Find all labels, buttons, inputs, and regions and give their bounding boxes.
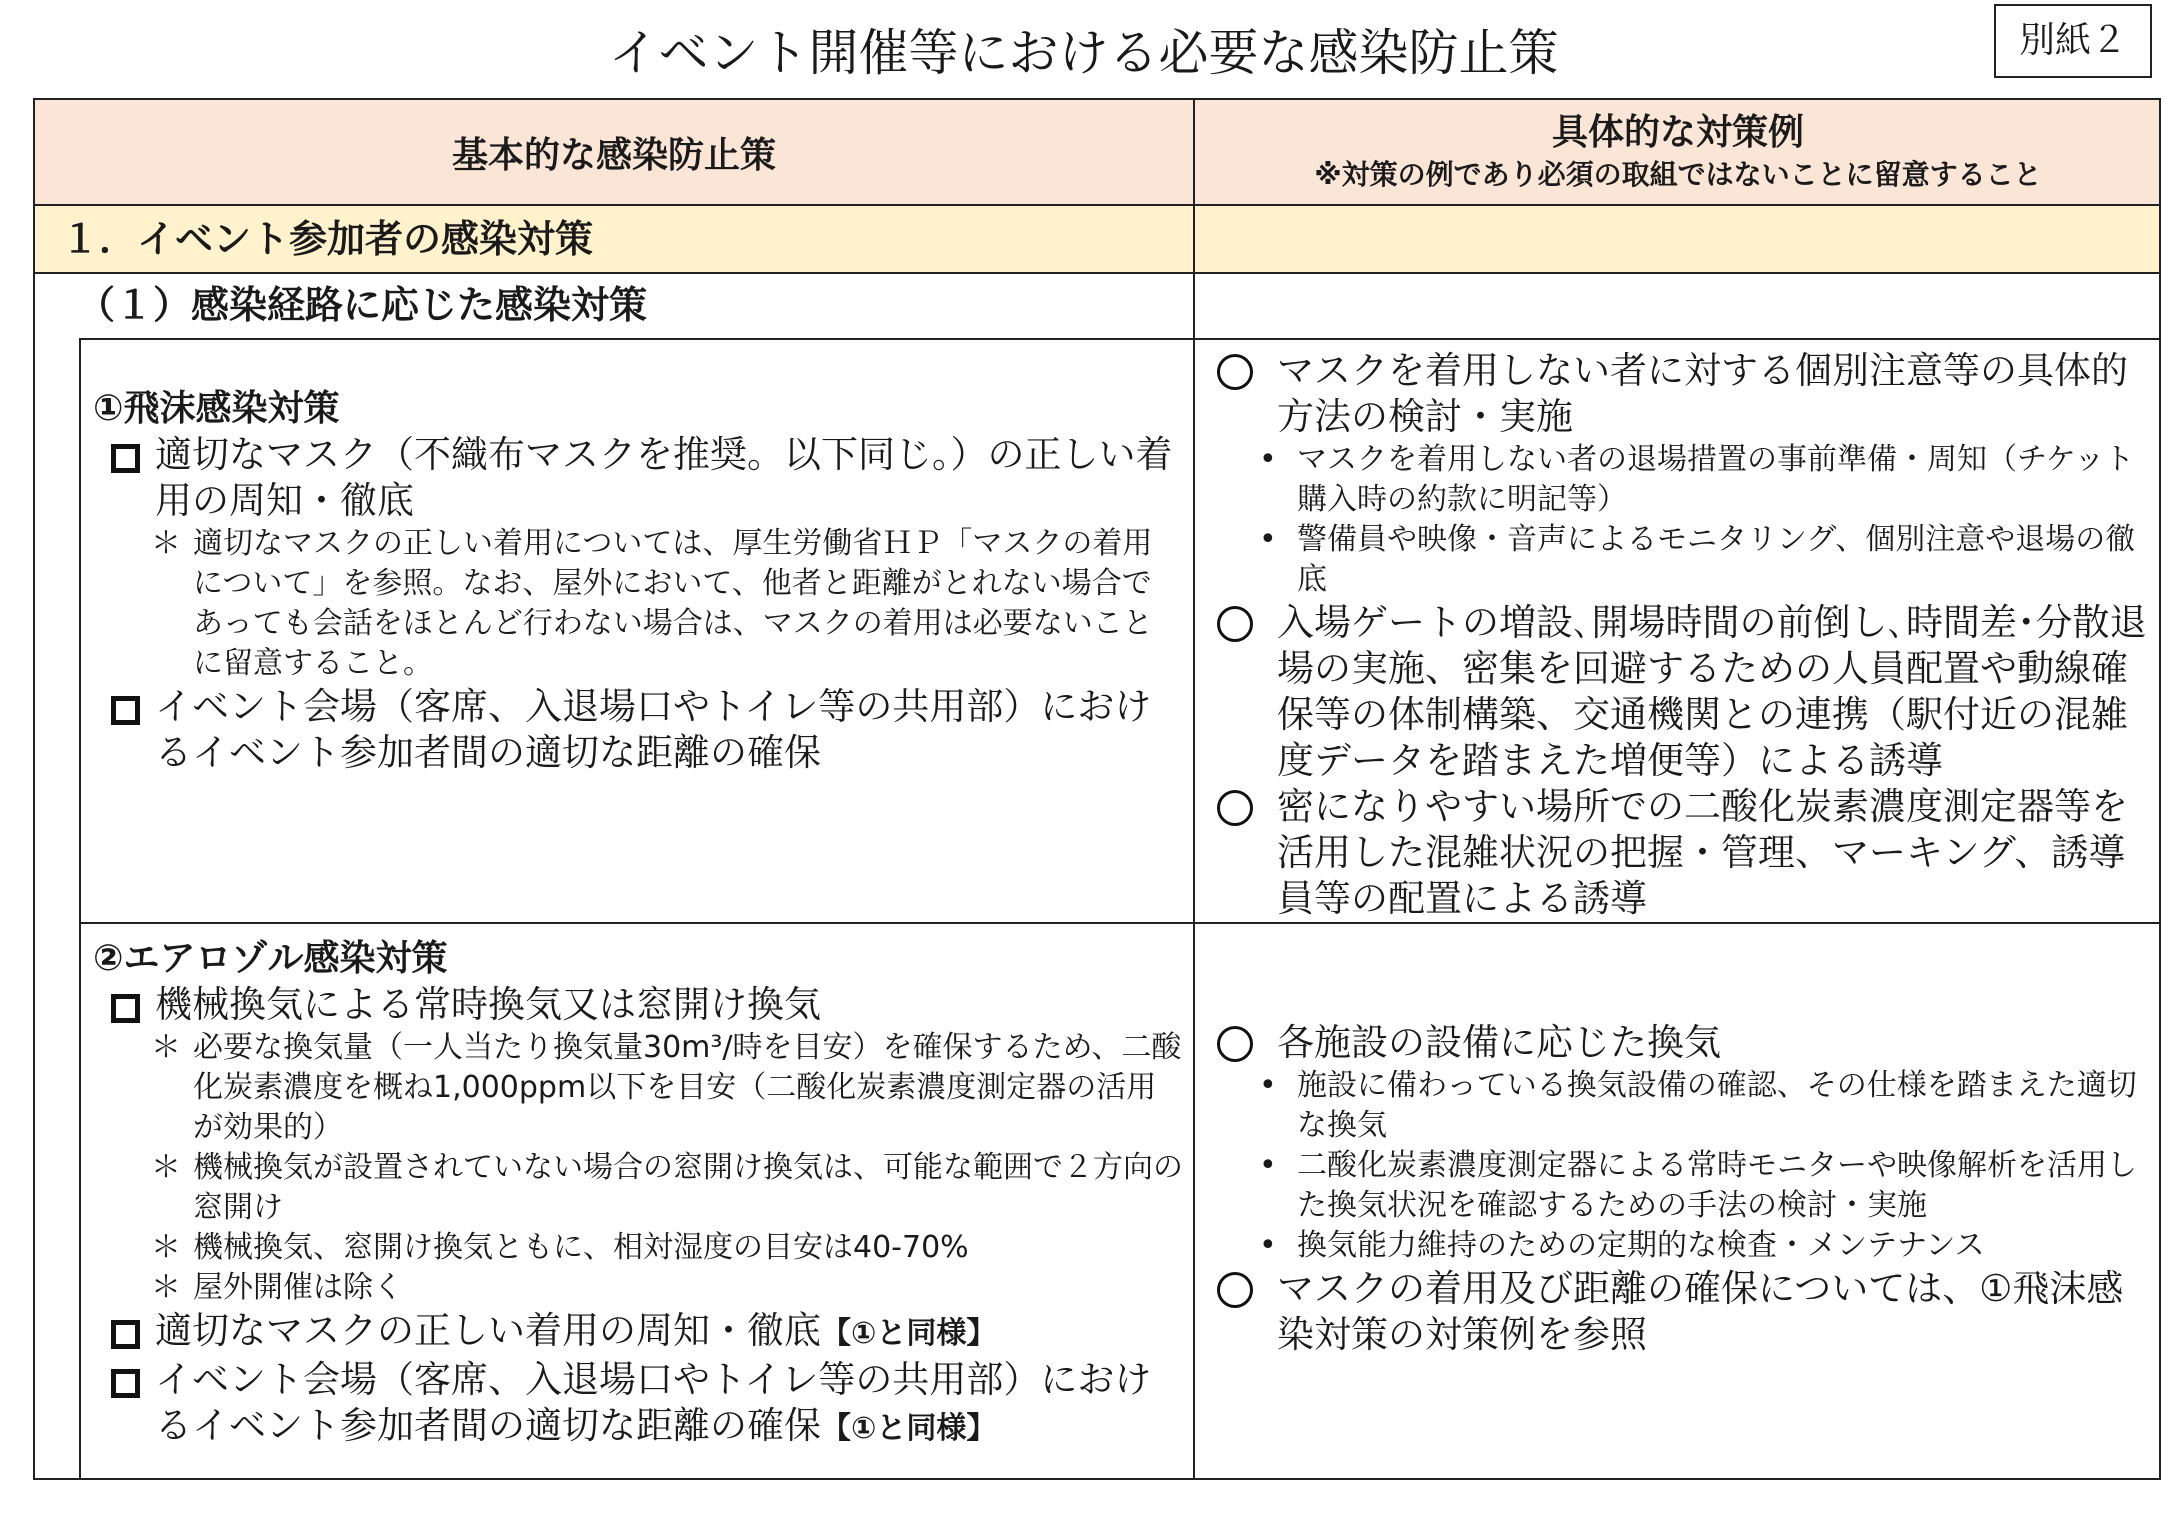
- bullet-icon: •: [1259, 522, 1277, 557]
- measure-text: 適切なマスクの正しい着用の周知・徹底: [155, 1309, 821, 1352]
- measure-text: イベント会場（客席、入退場口やトイレ等の共用部）におけるイベント参加者間の適切な距離の確保: [155, 1358, 1152, 1447]
- example-sub-item: [1197, 1226, 2157, 1266]
- note-text: 機械換気、窓開け換気ともに、相対湿度の目安は40-70%: [193, 1230, 969, 1265]
- example-sub-item: [1197, 1066, 2157, 1146]
- header-basic-measures: 基本的な感染防止策: [451, 134, 776, 176]
- circle-icon: [1217, 1272, 1253, 1308]
- example-sub-text: 警備員や映像・音声によるモニタリング、個別注意や退場の徹底: [1297, 522, 2136, 597]
- example-item: [1197, 1020, 2157, 1066]
- checkbox-square-icon: [111, 1369, 140, 1398]
- same-as-tag: 【①と同様】: [821, 1411, 997, 1446]
- measure-note: [93, 1028, 1183, 1148]
- measure-note: [93, 1148, 1183, 1228]
- asterisk-icon: ＊: [151, 526, 181, 561]
- measure-item: [93, 1357, 1183, 1452]
- checkbox-square-icon: [111, 1320, 140, 1349]
- example-sub-text: 二酸化炭素濃度測定器による常時モニターや映像解析を活用した換気状況を確認するための手法の検討・実施: [1297, 1148, 2137, 1223]
- example-sub-item: [1197, 520, 2157, 600]
- same-as-tag: 【①と同様】: [821, 1316, 997, 1351]
- aerosol-measures-cell: [93, 936, 1183, 1452]
- example-item: [1197, 600, 2157, 784]
- page-title: イベント開催等における必要な感染防止策: [608, 24, 1559, 82]
- droplet-measures-cell: [93, 386, 1173, 776]
- bullet-icon: •: [1259, 1228, 1277, 1263]
- asterisk-icon: ＊: [151, 1030, 181, 1065]
- subsection-heading: （１）感染経路に応じた感染対策: [77, 283, 648, 327]
- circle-icon: [1217, 790, 1253, 826]
- aerosol-examples-cell: [1197, 1020, 2157, 1358]
- measure-item: [93, 684, 1173, 776]
- example-item: [1197, 348, 2157, 440]
- measure-text: 適切なマスク（不織布マスクを推奨。以下同じ。）の正しい着用の周知・徹底: [155, 433, 1173, 522]
- measure-item: [93, 432, 1173, 524]
- note-text: 適切なマスクの正しい着用については、厚生労働省ＨＰ「マスクの着用について」を参照。なお、屋外において、他者と距離がとれない場合であっても会話をほとんど行わない場合は、マスクの着用は必要ないことに留意すること。: [193, 526, 1153, 681]
- header-examples-note: ※対策の例であり必須の取組ではないことに留意すること: [1314, 158, 2042, 191]
- section-heading: １．イベント参加者の感染対策: [61, 217, 594, 261]
- example-sub-item: [1197, 440, 2157, 520]
- appendix-label: 別紙２: [1994, 4, 2152, 78]
- checkbox-square-icon: [111, 696, 140, 725]
- header-examples: [1195, 100, 2161, 204]
- example-text: 入場ゲートの増設､開場時間の前倒し､時間差･分散退場の実施、密集を回避するための人員配置や動線確保等の体制構築、交通機関との連携（駅付近の混雑度データを踏まえた増便等）による誘導: [1277, 601, 2147, 782]
- circle-icon: [1217, 1026, 1253, 1062]
- circle-icon: [1217, 606, 1253, 642]
- asterisk-icon: ＊: [151, 1270, 181, 1305]
- measure-item: [93, 982, 1183, 1028]
- measure-note: [93, 1268, 1183, 1308]
- bullet-icon: •: [1259, 1068, 1277, 1103]
- measure-item: [93, 1308, 1183, 1357]
- row-divider: [79, 922, 2159, 924]
- subsection-divider: [79, 338, 2159, 340]
- asterisk-icon: ＊: [151, 1230, 181, 1265]
- asterisk-icon: ＊: [151, 1150, 181, 1185]
- example-item: [1197, 1266, 2157, 1358]
- bullet-icon: •: [1259, 1148, 1277, 1183]
- example-item: [1197, 784, 2157, 922]
- column-divider: [1193, 100, 1195, 1478]
- example-text: マスクを着用しない者に対する個別注意等の具体的方法の検討・実施: [1277, 349, 2128, 438]
- example-sub-text: 施設に備わっている換気設備の確認、その仕様を踏まえた適切な換気: [1297, 1068, 2137, 1143]
- example-text: マスクの着用及び距離の確保については、①飛沫感染対策の対策例を参照: [1277, 1267, 2124, 1356]
- measures-table: [33, 98, 2161, 1480]
- example-text: 密になりやすい場所での二酸化炭素濃度測定器等を活用した混雑状況の把握・管理、マーキング、誘導員等の配置による誘導: [1277, 785, 2128, 920]
- checkbox-square-icon: [111, 444, 140, 473]
- example-sub-item: [1197, 1146, 2157, 1226]
- header-examples-title: 具体的な対策例: [1551, 112, 1804, 153]
- example-sub-text: マスクを着用しない者の退場措置の事前準備・周知（チケット購入時の約款に明記等）: [1297, 442, 2135, 517]
- example-text: 各施設の設備に応じた換気: [1277, 1021, 1721, 1064]
- measure-text: 機械換気による常時換気又は窓開け換気: [155, 983, 821, 1026]
- bullet-icon: •: [1259, 442, 1277, 477]
- note-text: 必要な換気量（一人当たり換気量30m³/時を目安）を確保するため、二酸化炭素濃度を概ね1,000ppm以下を目安（二酸化炭素濃度測定器の活用が効果的）: [193, 1030, 1182, 1145]
- measure-note: [93, 524, 1173, 684]
- note-text: 屋外開催は除く: [193, 1270, 403, 1305]
- indent-divider: [79, 338, 81, 1478]
- example-sub-text: 換気能力維持のための定期的な検査・メンテナンス: [1297, 1228, 1985, 1263]
- droplet-title: ①飛沫感染対策: [93, 388, 340, 429]
- measure-note: [93, 1228, 1183, 1268]
- measure-text: イベント会場（客席、入退場口やトイレ等の共用部）におけるイベント参加者間の適切な距離の確保: [155, 685, 1152, 774]
- aerosol-title: ②エアロゾル感染対策: [93, 938, 448, 979]
- circle-icon: [1217, 354, 1253, 390]
- checkbox-square-icon: [111, 994, 140, 1023]
- droplet-examples-cell: [1197, 348, 2157, 922]
- note-text: 機械換気が設置されていない場合の窓開け換気は、可能な範囲で２方向の窓開け: [193, 1150, 1183, 1225]
